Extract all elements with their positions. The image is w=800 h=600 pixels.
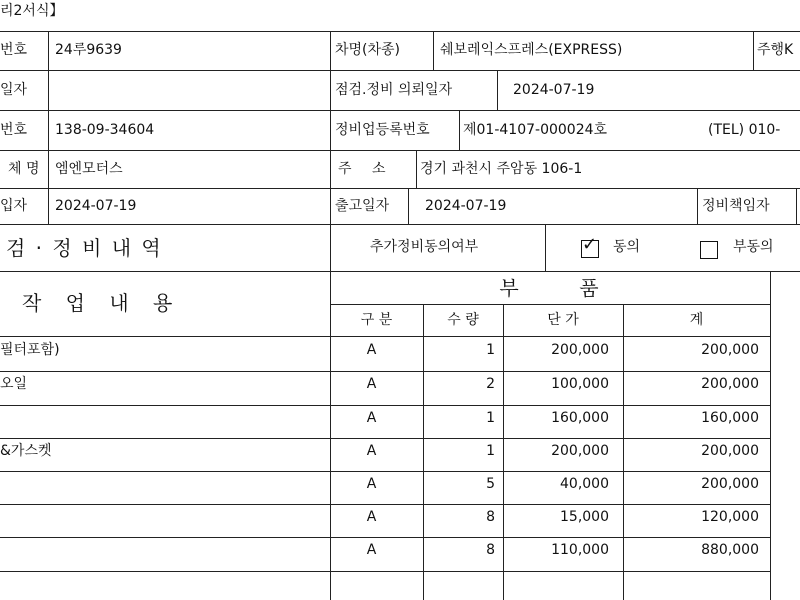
rule xyxy=(408,188,409,224)
total-cell: 200,000 xyxy=(701,443,759,459)
parts-header: 부 품 xyxy=(499,276,601,300)
rule xyxy=(0,471,770,472)
price-cell: 200,000 xyxy=(551,342,609,358)
disagree-checkbox[interactable] xyxy=(700,241,718,259)
work-cell: 필터포함) xyxy=(0,342,60,358)
type-cell: A xyxy=(366,376,377,392)
exit-date-label: 출고일자 xyxy=(335,198,390,214)
type-cell: A xyxy=(366,410,377,426)
disagree-label: 부동의 xyxy=(733,239,774,255)
section-title: 검 · 정 비 내 역 xyxy=(6,236,163,260)
entry-date-value: 2024-07-19 xyxy=(55,198,137,214)
work-cell: &가스켓 xyxy=(0,443,52,459)
inspection-date-label: 점검.정비 의뢰일자 xyxy=(335,82,453,98)
biz-no-label: 번호 xyxy=(0,122,28,138)
type-cell: A xyxy=(366,542,377,558)
rule xyxy=(770,271,771,600)
company-label: 체 명 xyxy=(8,161,40,177)
price-cell: 160,000 xyxy=(551,410,609,426)
rule xyxy=(0,224,800,225)
exit-date-value: 2024-07-19 xyxy=(425,198,507,214)
type-cell: A xyxy=(366,476,377,492)
rule xyxy=(0,70,800,71)
reg-date-label: 일자 xyxy=(0,82,28,98)
work-header: 작 업 내 용 xyxy=(22,291,175,315)
repair-reg-label: 정비업등록번호 xyxy=(335,122,430,138)
col-total-header: 계 xyxy=(689,312,704,328)
qty-cell: 5 xyxy=(486,476,495,492)
form-title: 리2서식】 xyxy=(0,3,64,19)
inspection-date-value: 2024-07-19 xyxy=(513,82,595,98)
extra-consent-label: 추가정비동의여부 xyxy=(370,239,479,255)
car-name-label: 차명(차종) xyxy=(335,42,401,58)
qty-cell: 8 xyxy=(486,509,495,525)
rule xyxy=(497,70,498,110)
total-cell: 120,000 xyxy=(701,509,759,525)
entry-date-label: 입자 xyxy=(0,198,28,214)
work-cell: 오일 xyxy=(0,376,28,392)
manager-label: 정비책임자 xyxy=(702,198,770,214)
address-label: 주 소 xyxy=(338,161,386,177)
rule xyxy=(753,31,754,70)
rule xyxy=(330,304,770,305)
qty-cell: 1 xyxy=(486,410,495,426)
type-cell: A xyxy=(366,443,377,459)
tel-label: (TEL) 010- xyxy=(708,122,781,138)
total-cell: 200,000 xyxy=(701,376,759,392)
qty-cell: 8 xyxy=(486,542,495,558)
rule xyxy=(459,110,460,150)
company-value: 엠엔모터스 xyxy=(55,161,123,177)
price-cell: 15,000 xyxy=(560,509,609,525)
rule xyxy=(433,31,434,70)
rule xyxy=(0,438,770,439)
total-cell: 160,000 xyxy=(701,410,759,426)
price-cell: 100,000 xyxy=(551,376,609,392)
type-cell: A xyxy=(366,509,377,525)
vehicle-no-value: 24루9639 xyxy=(55,42,122,58)
col-type-header: 구 분 xyxy=(360,312,393,328)
qty-cell: 1 xyxy=(486,342,495,358)
rule xyxy=(0,571,770,572)
price-cell: 110,000 xyxy=(551,542,609,558)
total-cell: 880,000 xyxy=(701,542,759,558)
rule xyxy=(0,405,770,406)
checkmark-icon: ✓ xyxy=(582,234,598,255)
rule xyxy=(0,537,770,538)
rule xyxy=(697,188,698,224)
rule xyxy=(48,31,49,224)
address-value: 경기 과천시 주암동 106-1 xyxy=(420,161,583,177)
rule xyxy=(0,31,800,32)
price-cell: 40,000 xyxy=(560,476,609,492)
col-qty-header: 수 량 xyxy=(447,312,479,328)
vehicle-no-label: 번호 xyxy=(0,42,28,58)
mileage-label: 주행K xyxy=(757,42,794,58)
car-name-value: 쉐보레익스프레스(EXPRESS) xyxy=(440,42,623,58)
rule xyxy=(0,336,770,337)
rule xyxy=(0,150,800,151)
total-cell: 200,000 xyxy=(701,342,759,358)
rule xyxy=(545,224,546,271)
col-price-header: 단 가 xyxy=(547,312,579,328)
rule xyxy=(0,271,800,272)
price-cell: 200,000 xyxy=(551,443,609,459)
rule xyxy=(796,188,797,224)
total-cell: 200,000 xyxy=(701,476,759,492)
agree-label: 동의 xyxy=(613,239,641,255)
qty-cell: 2 xyxy=(486,376,495,392)
rule xyxy=(0,110,800,111)
rule xyxy=(0,188,800,189)
rule xyxy=(0,504,770,505)
qty-cell: 1 xyxy=(486,443,495,459)
repair-reg-value: 제01-4107-000024호 xyxy=(463,122,608,138)
rule xyxy=(0,371,770,372)
rule xyxy=(416,150,417,188)
type-cell: A xyxy=(366,342,377,358)
biz-no-value: 138-09-34604 xyxy=(55,122,155,138)
